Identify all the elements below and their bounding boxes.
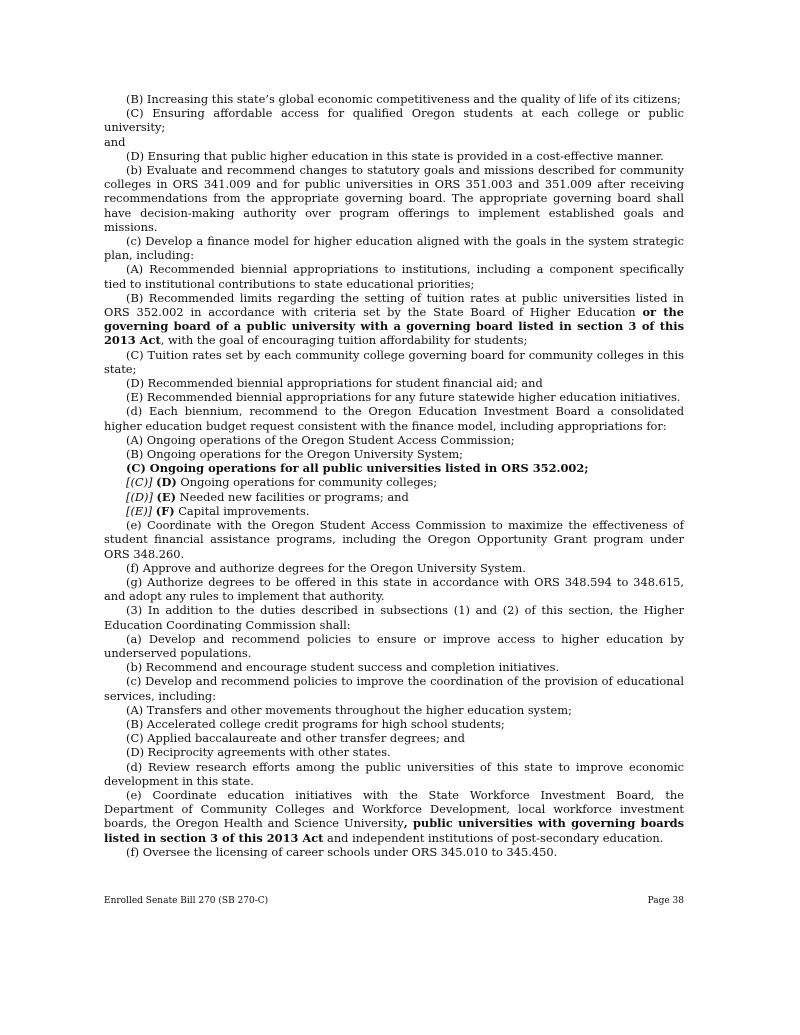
- text-run: (e) Coordinate education initiatives with the State Workforce Investment Board, the Department of Community Colleges and Workforce Development, local workforce investment boards, the Oregon Health and Science University: [104, 787, 684, 831]
- text-run: (B) Recommended limits regarding the setting of tuition rates at public universities listed in ORS 352.002 in accordance with criteria set by the State Board of Higher Education: [104, 290, 684, 320]
- paragraph: [104, 575, 684, 603]
- paragraph: [104, 603, 684, 631]
- text-run: and: [104, 134, 126, 149]
- paragraph: [104, 717, 684, 731]
- text-run: (d) Each biennium, recommend to the Oregon Education Investment Board a consolidated higher education budget request consistent with the finance model, including appropriations for:: [104, 404, 684, 433]
- text-run: (D) Reciprocity agreements with other states.: [126, 745, 391, 760]
- footer-page-number: Page 38: [647, 896, 684, 906]
- paragraph: [104, 490, 684, 504]
- paragraph: [104, 504, 684, 518]
- document-body: [104, 92, 684, 859]
- text-run: (C) Applied baccalaureate and other transfer degrees; and: [126, 731, 465, 746]
- text-run: Needed new facilities or programs; and: [176, 489, 409, 504]
- text-run: (b) Recommend and encourage student success and completion initiatives.: [126, 660, 560, 675]
- text-run: (e) Coordinate with the Oregon Student Access Commission to maximize the effectiveness of student financial assistance programs, including the Oregon Opportunity Grant program under ORS 348.260.: [104, 518, 684, 561]
- paragraph: [104, 518, 684, 561]
- footer-bill-title: Enrolled Senate Bill 270 (SB 270-C): [104, 896, 269, 906]
- text-run: Ongoing operations for community colleges;: [176, 475, 438, 490]
- text-run: (d) Review research efforts among the public universities of this state to improve economic development in this state.: [104, 759, 684, 788]
- text-run: (B) Increasing this state’s global economic competitiveness and the quality of life of its citizens;: [126, 92, 681, 106]
- paragraph: [104, 149, 684, 163]
- text-run: (E) Recommended biennial appropriations for any future statewide higher education initiatives.: [126, 390, 681, 405]
- amended-text: , public universities with governing boards listed in section 3 of this 2013 Act: [104, 816, 684, 845]
- page-footer: [104, 896, 684, 906]
- paragraph: [104, 845, 684, 859]
- amended-text: (D): [156, 475, 177, 490]
- paragraph: [104, 376, 684, 390]
- text-run: (B) Accelerated college credit programs for high school students;: [126, 716, 505, 731]
- text-run: (c) Develop and recommend policies to improve the coordination of the provision of educational services, including:: [104, 674, 684, 703]
- amended-text: or the governing board of a public university with a governing board listed in section 3 of this 2013 Act: [104, 305, 684, 348]
- deleted-text: [(C)]: [126, 475, 153, 490]
- text-run: (A) Recommended biennial appropriations to institutions, including a component specifically tied to institutional contributions to state educational priorities;: [104, 262, 684, 291]
- text-run: Capital improvements.: [174, 503, 310, 518]
- text-run: (B) Ongoing operations for the Oregon University System;: [126, 447, 464, 462]
- text-run: (3) In addition to the duties described in subsections (1) and (2) of this section, the Higher Education Coordinating Commission shall:: [104, 603, 684, 632]
- text-run: (A) Ongoing operations of the Oregon Student Access Commission;: [126, 432, 515, 447]
- paragraph: [104, 475, 684, 489]
- text-run: (b) Evaluate and recommend changes to statutory goals and missions described for community colleges in ORS 341.009 and for public universities in ORS 351.003 and 351.009 after receiving recommendations from the appropriate governing board. The appropriate governing board shall have decision-making authority over program offerings to implement established goals and missions.: [104, 163, 684, 234]
- paragraph: [104, 348, 684, 376]
- text-run: (f) Approve and authorize degrees for the Oregon University System.: [126, 560, 526, 575]
- text-run: and independent institutions of post-secondary education.: [323, 830, 664, 845]
- text-run: (g) Authorize degrees to be offered in this state in accordance with ORS 348.594 to 348.615, and adopt any rules to implement that authority.: [104, 574, 684, 604]
- paragraph: [104, 703, 684, 717]
- text-run: (D) Recommended biennial appropriations for student financial aid; and: [126, 376, 543, 391]
- paragraph: [104, 461, 684, 475]
- paragraph: [104, 447, 684, 461]
- amended-text: (E): [156, 489, 177, 504]
- text-run: (C) Ensuring affordable access for qualified Oregon students at each college or public university;: [104, 106, 684, 135]
- paragraph: [104, 390, 684, 404]
- text-run: (c) Develop a finance model for higher education aligned with the goals in the system strategic plan, including:: [104, 234, 684, 263]
- paragraph: [104, 234, 684, 262]
- paragraph: [104, 163, 684, 234]
- text-run: (a) Develop and recommend policies to ensure or improve access to higher education by underserved populations.: [104, 631, 684, 660]
- paragraph: [104, 433, 684, 447]
- paragraph: [104, 262, 684, 290]
- paragraph: [104, 760, 684, 788]
- text-run: (C) Tuition rates set by each community college governing board for community colleges in this state;: [104, 347, 684, 376]
- paragraph: [104, 92, 684, 106]
- paragraph: [104, 745, 684, 759]
- paragraph: [104, 674, 684, 702]
- text-run: , with the goal of encouraging tuition affordability for students;: [160, 333, 528, 348]
- paragraph: [104, 106, 684, 134]
- paragraph: [104, 291, 684, 348]
- text-run: (f) Oversee the licensing of career schools under ORS 345.010 to 345.450.: [126, 844, 558, 859]
- paragraph: [104, 731, 684, 745]
- deleted-text: [(D)]: [126, 489, 153, 504]
- paragraph: [104, 561, 684, 575]
- amended-text: (C) Ongoing operations for all public universities listed in ORS 352.002;: [126, 461, 589, 476]
- paragraph: [104, 660, 684, 674]
- deleted-text: [(E)]: [126, 503, 153, 518]
- amended-text: (F): [155, 503, 175, 518]
- paragraph: [104, 404, 684, 432]
- text-run: (D) Ensuring that public higher education in this state is provided in a cost-effective manner.: [126, 148, 664, 163]
- text-run: (A) Transfers and other movements throughout the higher education system;: [126, 702, 572, 717]
- paragraph: [104, 788, 684, 845]
- paragraph: [104, 632, 684, 660]
- paragraph: [104, 135, 684, 149]
